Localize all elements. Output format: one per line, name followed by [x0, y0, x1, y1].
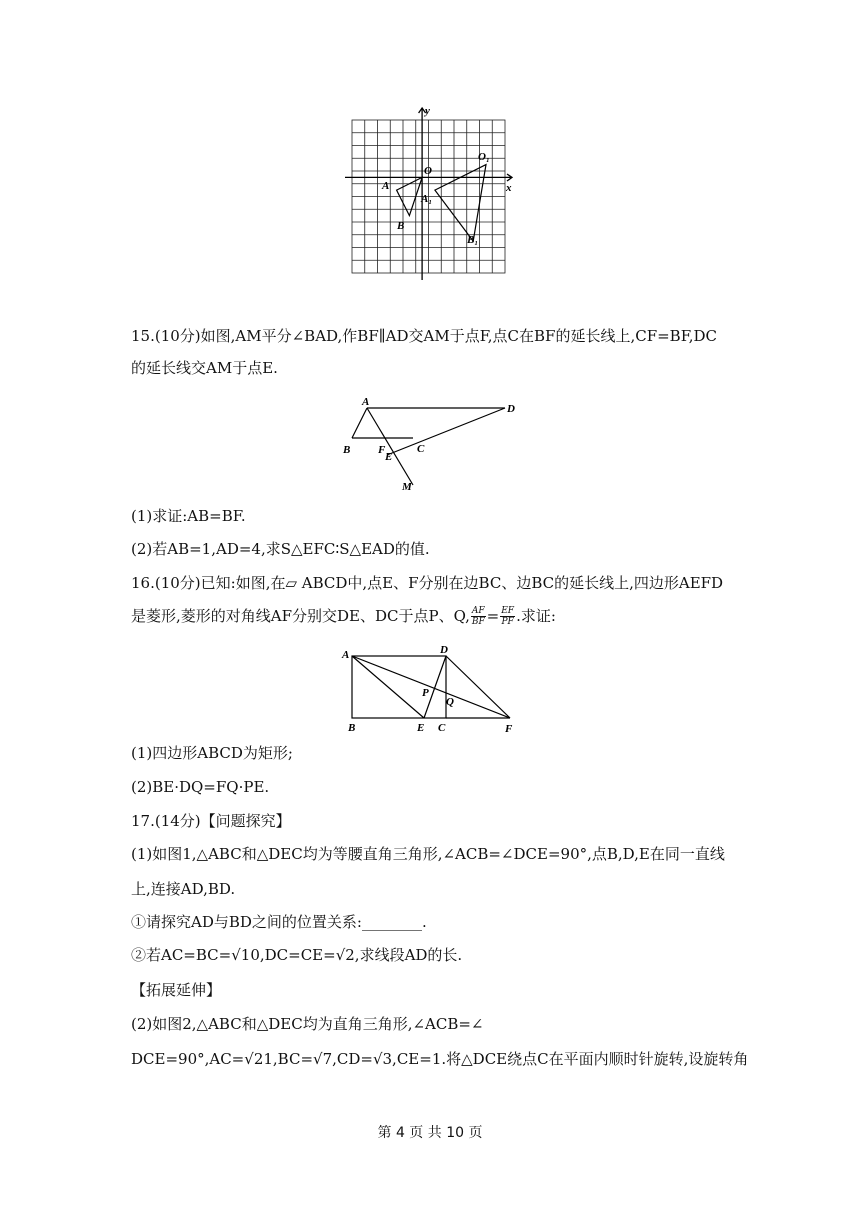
- q17-heading: 17.(14分)【问题探究】: [131, 812, 291, 830]
- q16-line2: [131, 605, 556, 627]
- q15-label-m: M: [402, 481, 412, 492]
- q16-label-c: C: [438, 722, 446, 734]
- q15-line1: 15.(10分)如图,AM平分∠BAD,作BF∥AD交AM于点F,点C在BF的延长线上,CF=BF,DC: [131, 327, 718, 345]
- q16-label-q: Q: [446, 696, 454, 708]
- frac2-denominator: PF: [501, 616, 514, 627]
- q17-part1-sub1: ①请探究AD与BD之间的位置关系:________.: [131, 913, 427, 931]
- q16-part1: (1)四边形ABCD为矩形;: [131, 744, 293, 762]
- grid-figure: [340, 100, 520, 285]
- q17-part2-line2: DCE=90°,AC=√21,BC=√7,CD=√3,CE=1.将△DCE绕点C在平面内顺时针旋转,设旋转角: [131, 1050, 749, 1068]
- q15-label-d: D: [507, 403, 515, 415]
- q16-line2-end: .求证:: [516, 607, 556, 625]
- q15-part2: (2)若AB=1,AD=4,求S△EFC∶S△EAD的值.: [131, 540, 430, 558]
- q16-label-a: A: [342, 649, 350, 661]
- label-a: A: [382, 180, 390, 192]
- q16-part2: (2)BE·DQ=FQ·PE.: [131, 778, 270, 796]
- q16-line1: 16.(10分)已知:如图,在▱ ABCD中,点E、F分别在边BC、边BC的延长线上,四边形AEFD: [131, 574, 724, 592]
- q17-part1-line2: 上,连接AD,BD.: [131, 880, 236, 898]
- label-a1: A₁: [421, 193, 433, 205]
- page-footer: 第 4 页 共 10 页: [377, 1125, 483, 1141]
- q17-extension-heading: 【拓展延伸】: [131, 981, 222, 999]
- q16-label-b: B: [348, 722, 356, 734]
- label-o: O: [424, 165, 432, 177]
- label-b: B: [397, 220, 405, 232]
- q15-label-b: B: [343, 444, 351, 456]
- q16-figure: [338, 640, 528, 738]
- q16-label-p: P: [422, 687, 429, 699]
- q15-part1: (1)求证:AB=BF.: [131, 507, 246, 525]
- q17-part1-line1: (1)如图1,△ABC和△DEC均为等腰直角三角形,∠ACB=∠DCE=90°,点B,D,E在同一直线: [131, 845, 725, 863]
- q17-part2-line1: (2)如图2,△ABC和△DEC均为直角三角形,∠ACB=∠: [131, 1015, 484, 1033]
- q15-line2: 的延长线交AM于点E.: [131, 359, 278, 377]
- label-x: x: [506, 182, 512, 194]
- q15-figure: [335, 390, 525, 492]
- q17-part1-sub2: ②若AC=BC=√10,DC=CE=√2,求线段AD的长.: [131, 946, 463, 964]
- fraction-af-bf: [471, 606, 486, 627]
- q15-label-c: C: [417, 443, 425, 455]
- q15-label-f: F: [378, 444, 386, 456]
- equals-sign: =: [486, 607, 500, 625]
- q16-line2-text: 是菱形,菱形的对角线AF分别交DE、DC于点P、Q,: [131, 607, 470, 625]
- triangle-a1o1b1: [435, 165, 486, 242]
- label-y: y: [425, 105, 430, 117]
- q16-label-f: F: [505, 723, 513, 735]
- q15-label-e: E: [385, 451, 393, 463]
- q15-label-a: A: [362, 396, 370, 408]
- frac1-denominator: BF: [471, 616, 485, 627]
- frac2-numerator: EF: [501, 605, 515, 616]
- label-o1: O₁: [478, 151, 490, 163]
- label-b1: B₁: [467, 234, 479, 246]
- q16-label-e: E: [417, 722, 425, 734]
- q16-label-d: D: [440, 644, 448, 656]
- frac1-numerator: AF: [471, 605, 485, 616]
- fraction-ef-pf: [500, 606, 515, 627]
